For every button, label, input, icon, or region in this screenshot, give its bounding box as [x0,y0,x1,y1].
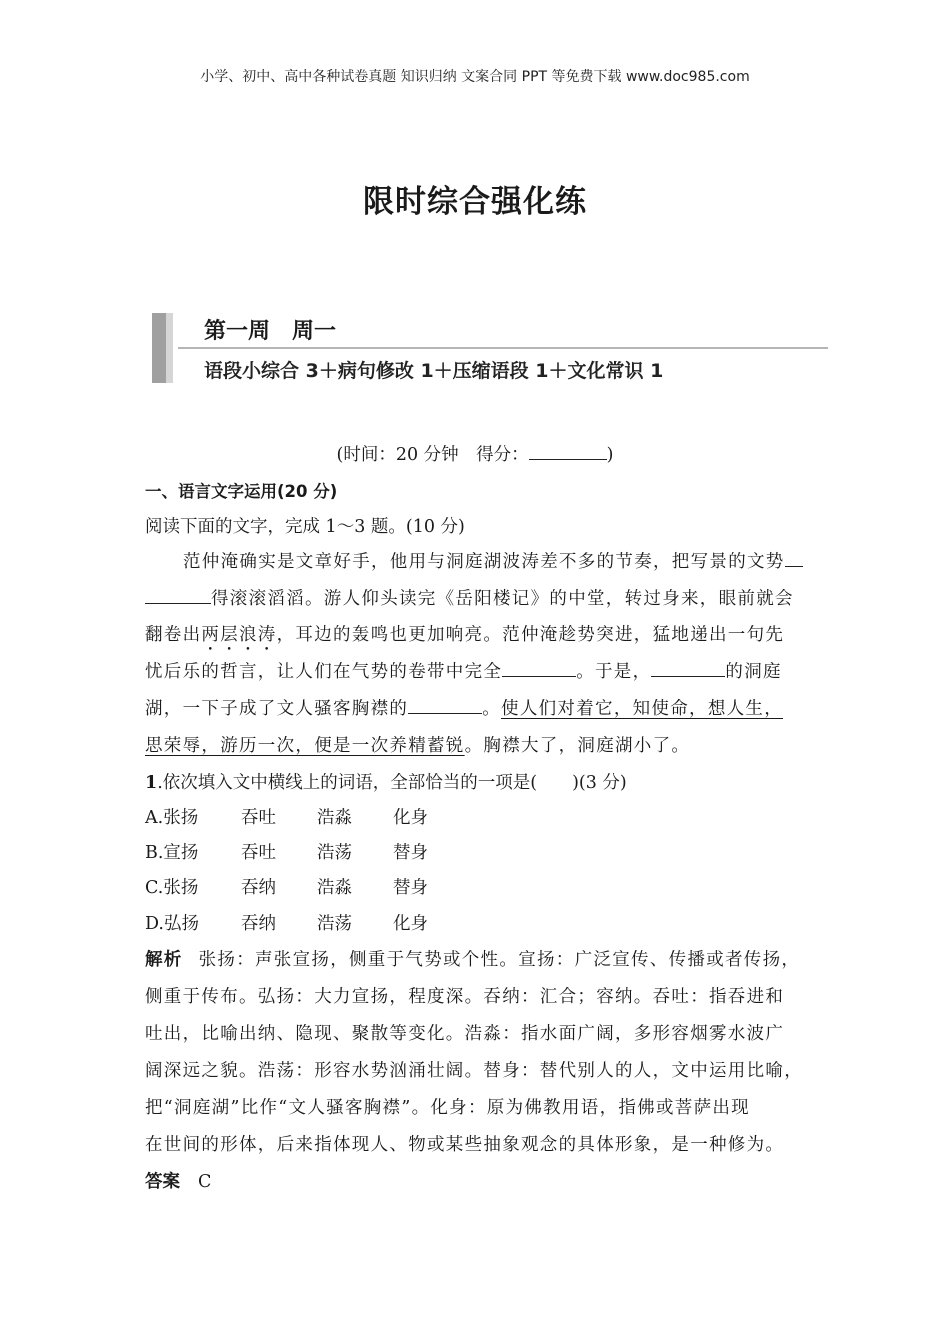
analysis-label: 解析 [145,950,183,970]
banner-divider [178,347,828,349]
passage-text: 忧后乐的哲言，让人们在气势的卷带中完全 [145,662,503,682]
section-instruction: 阅读下面的文字，完成 1～3 题。(10 分) [145,517,465,537]
option-word: 吞吐 [241,808,276,828]
passage-line [145,695,783,720]
analysis-line: 在世间的形体，后来指体现人、物或某些抽象观念的具体形象，是一种修为。 [145,1135,785,1155]
score-blank[interactable] [529,442,607,460]
banner-bar-light [166,313,173,383]
option-word: 吞纳 [241,914,276,934]
option-word: 吞纳 [241,878,276,898]
blank-3[interactable] [651,659,725,677]
question-1-stem [145,769,627,794]
option-d[interactable] [145,910,469,935]
blank-4[interactable] [408,696,482,714]
option-label: C.张扬 [145,878,199,898]
emphasized-phrase: 两层浪涛 [201,625,277,645]
blank-2[interactable] [502,659,576,677]
option-word: 浩淼 [317,808,352,828]
page-header: 小学、初中、高中各种试卷真题 知识归纳 文案合同 PPT 等免费下载 www.doc985.com [200,69,750,85]
answer-label: 答案 [145,1172,180,1192]
passage-line [145,621,784,655]
passage-text: 。于是， [576,662,652,682]
section-heading: 一、语言文字运用(20 分) [145,482,338,501]
question-text: .依次填入文中横线上的词语，全部恰当的一项是( )(3 分) [157,773,627,793]
passage-text: 。 [482,699,502,719]
week-title: 第一周 周一 [204,319,337,344]
passage-text: 翻卷出 [145,625,202,645]
option-word: 化身 [393,914,428,934]
question-number: 1 [145,773,158,793]
blank-1-cont[interactable] [145,586,211,604]
analysis-line: 把“洞庭湖”比作“文人骚客胸襟”。化身：原为佛教用语，指佛或菩萨出现 [145,1098,750,1118]
option-word: 替身 [393,878,428,898]
banner-bar-dark [152,313,166,383]
option-word: 浩荡 [317,843,352,863]
passage-text: 湖，一下子成了文人骚客胸襟的 [145,699,409,719]
passage-line [145,732,690,757]
week-subtitle: 语段小综合 3＋病句修改 1＋压缩语段 1＋文化常识 1 [204,360,664,382]
passage-line [183,548,803,573]
option-b[interactable] [145,839,469,864]
option-word: 浩淼 [317,878,352,898]
analysis-text: 张扬：声张宣扬，侧重于气势或个性。宣扬：广泛宣传、传播或者传扬， [198,950,801,970]
option-a[interactable] [145,804,469,829]
passage-text: ，耳边的轰鸣也更加响亮。范仲淹趁势突进，猛地递出一句先 [276,625,785,645]
analysis-line: 阔深远之貌。浩荡：形容水势汹涌壮阔。替身：替代别人的人，文中运用比喻， [145,1061,803,1081]
answer-value: C [198,1172,212,1192]
analysis-line: 吐出，比喻出纳、隐现、聚散等变化。浩淼：指水面广阔，多形容烟雾水波广 [145,1024,785,1044]
page-title: 限时综合强化练 [363,184,587,220]
analysis-line [145,946,800,971]
time-label: (时间：20 分钟 得分： [336,445,529,465]
analysis-line: 侧重于传布。弘扬：大力宣扬，程度深。吞纳：汇合；容纳。吞吐：指吞进和 [145,987,785,1007]
passage-line [145,585,794,610]
passage-text: 范仲淹确实是文章好手，他用与洞庭湖波涛差不多的节奏，把写景的文势 [183,552,785,572]
answer-line [145,1168,211,1193]
option-label: A.张扬 [145,808,199,828]
time-score-line [0,441,950,466]
underlined-sentence: 使人们对着它，知使命，想人生， [501,699,784,719]
blank-1[interactable] [785,549,803,567]
option-word: 替身 [393,843,428,863]
passage-text: 。胸襟大了，洞庭湖小了。 [464,736,691,756]
passage-line [145,658,782,683]
option-label: D.弘扬 [145,914,199,934]
passage-text: 得滚滚滔滔。游人仰头读完《岳阳楼记》的中堂，转过身来，眼前就会 [211,589,794,609]
option-word: 吞吐 [241,843,276,863]
option-c[interactable] [145,874,469,899]
passage-text: 的洞庭 [725,662,782,682]
option-word: 化身 [393,808,428,828]
time-close: ) [606,445,614,465]
option-label: B.宣扬 [145,843,199,863]
option-word: 浩荡 [317,914,352,934]
underlined-sentence: 思荣辱，游历一次，便是一次养精蓄锐 [145,736,465,756]
